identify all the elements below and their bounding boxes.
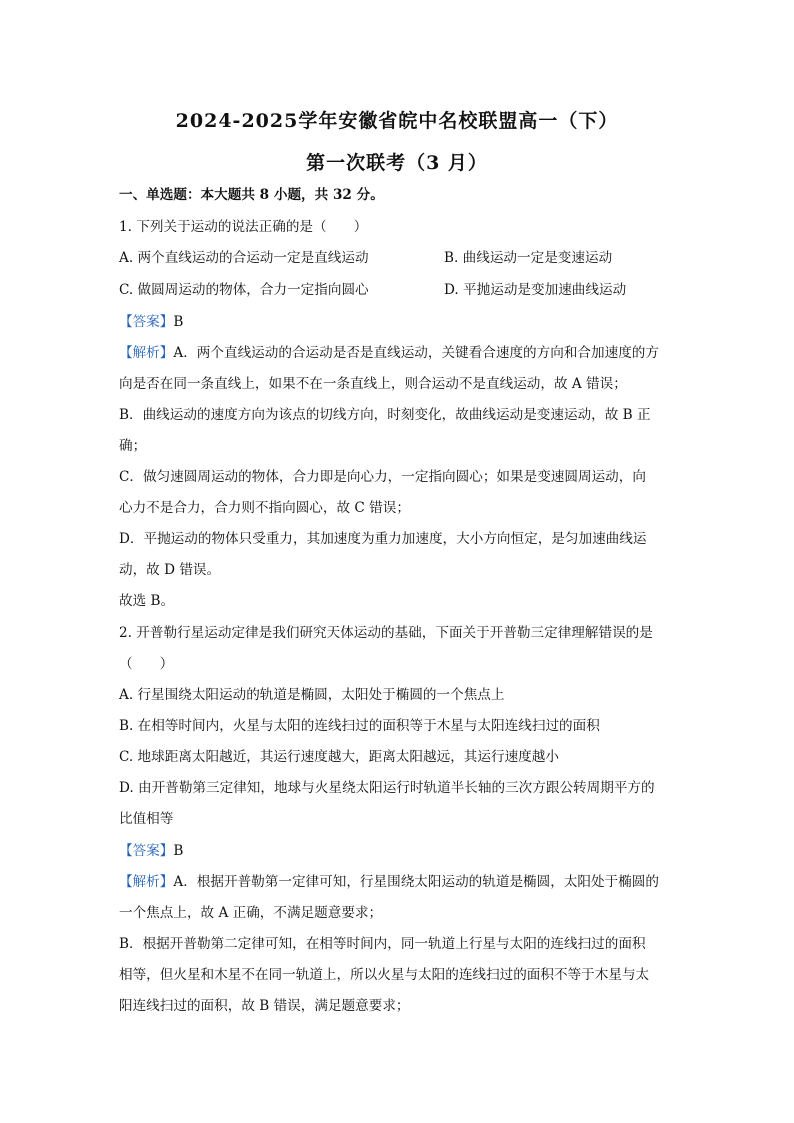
analysis-tag: 【解析】 xyxy=(119,874,174,890)
q2-analysis-line xyxy=(119,873,659,891)
q1-analysis-line: B．曲线运动的速度方向为该点的切线方向，时刻变化，故曲线运动是变速运动，故 B 正 xyxy=(119,407,651,423)
q1-option-d: D. 平抛运动是变加速曲线运动 xyxy=(444,282,627,298)
q2-option-d-cont: 比值相等 xyxy=(119,811,174,827)
q2-analysis-line: 阳连线扫过的面积，故 B 错误，满足题意要求； xyxy=(119,998,410,1014)
q1-analysis-line: 确； xyxy=(119,438,147,454)
q1-answer-value: B xyxy=(173,314,184,330)
q1-analysis-line: 动，故 D 错误。 xyxy=(119,562,221,578)
q1-analysis-line xyxy=(119,344,659,362)
q1-analysis-line: 心力不是合力，合力则不指向圆心，故 C 错误； xyxy=(119,500,410,516)
q2-option-b: B. 在相等时间内，火星与太阳的连线扫过的面积等于木星与太阳连线扫过的面积 xyxy=(119,718,600,734)
q2-option-a: A. 行星围绕太阳运动的轨道是椭圆，太阳处于椭圆的一个焦点上 xyxy=(119,687,505,703)
q2-answer-value: B xyxy=(173,843,184,859)
q2-option-c: C. 地球距离太阳越近，其运行速度越大，距离太阳越远，其运行速度越小 xyxy=(119,749,559,765)
section-heading: 一、单选题：本大题共 8 小题，共 32 分。 xyxy=(119,187,384,203)
q2-analysis-line: 一个焦点上，故 A 正确，不满足题意要求； xyxy=(119,905,383,921)
q1-analysis-line: 向是否在同一条直线上，如果不在一条直线上，则合运动不是直线运动，故 A 错误； xyxy=(119,376,627,392)
q1-answer xyxy=(119,313,183,331)
q2-stem: 2. 开普勒行星运动定律是我们研究天体运动的基础，下面关于开普勒三定律理解错误的是 xyxy=(119,625,653,641)
q2-analysis-line: 相等，但火星和木星不在同一轨道上，所以火星与太阳的连线扫过的面积不等于木星与太 xyxy=(119,967,650,983)
answer-tag: 【答案】 xyxy=(119,314,174,330)
q2-analysis-text: A．根据开普勒第一定律可知，行星围绕太阳运动的轨道是椭圆，太阳处于椭圆的 xyxy=(173,874,659,890)
q1-stem: 1. 下列关于运动的说法正确的是（ ） xyxy=(119,219,368,235)
q1-analysis-text: A．两个直线运动的合运动是否是直线运动，关键看合速度的方向和合加速度的方 xyxy=(173,345,659,361)
q1-option-c: C. 做圆周运动的物体，合力一定指向圆心 xyxy=(119,282,369,298)
doc-title-line1: 2024-2025学年安徽省皖中名校联盟高一（下） xyxy=(175,110,619,132)
answer-tag: 【答案】 xyxy=(119,843,174,859)
analysis-tag: 【解析】 xyxy=(119,345,174,361)
doc-title-line2: 第一次联考（3 月） xyxy=(306,152,488,174)
q1-analysis-line: D．平抛运动的物体只受重力，其加速度为重力加速度，大小方向恒定，是匀加速曲线运 xyxy=(119,531,647,547)
q2-option-d: D. 由开普勒第三定律知，地球与火星绕太阳运行时轨道半长轴的三次方跟公转周期平方的 xyxy=(119,780,655,796)
q1-analysis-line: C．做匀速圆周运动的物体，合力即是向心力，一定指向圆心；如果是变速圆周运动，向 xyxy=(119,469,646,485)
q2-analysis-line: B．根据开普勒第二定律可知，在相等时间内，同一轨道上行星与太阳的连线扫过的面积 xyxy=(119,936,646,952)
q2-answer xyxy=(119,842,183,860)
q1-option-b: B. 曲线运动一定是变速运动 xyxy=(444,250,613,266)
q2-stem-cont: （ ） xyxy=(119,656,174,672)
q1-conclusion: 故选 B。 xyxy=(119,593,175,609)
q1-option-a: A. 两个直线运动的合运动一定是直线运动 xyxy=(119,250,369,266)
